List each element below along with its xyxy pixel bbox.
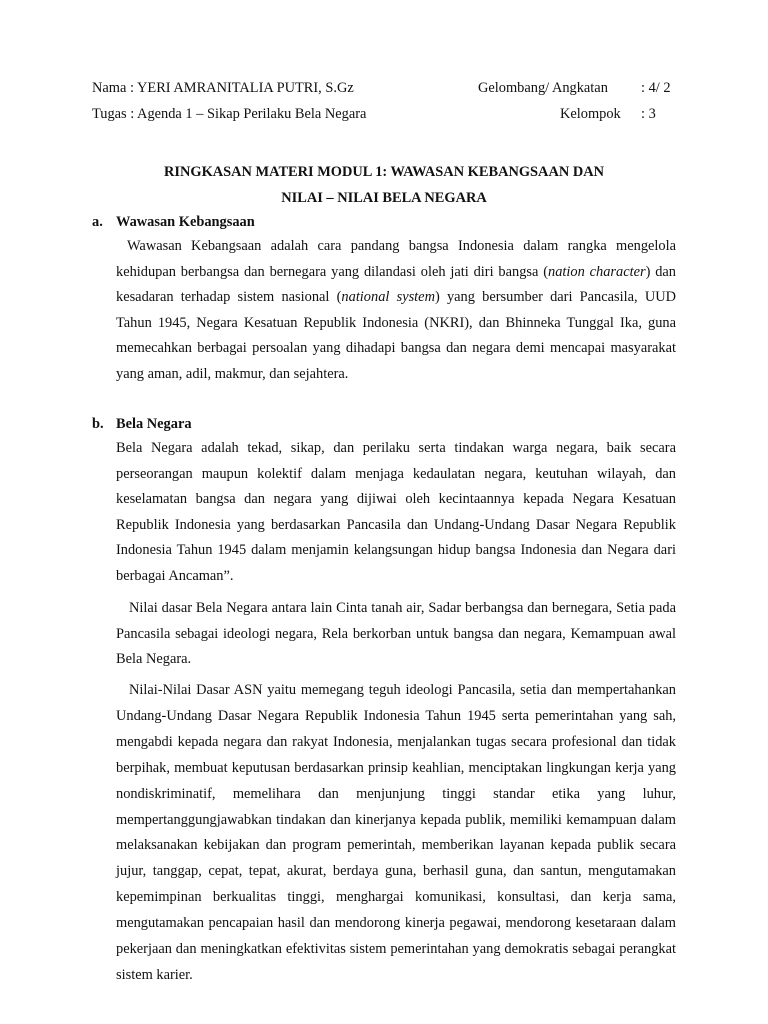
batch-label: Gelombang/ Angkatan [478,80,608,96]
italic-national-system: national system [341,289,435,306]
section-b-title: Bela Negara [116,416,192,432]
section-b-paragraph-1: Bela Negara adalah tekad, sikap, dan perilaku serta tindakan warga negara, baik secara perseorangan maupun kolektif dalam menjaga kedaulatan negara, keutuhan wilayah, dan keselamatan bangsa dan negara yang dijiwai oleh kecintaannya kepada Negara Kesatuan Republik Indonesia yang berdasarkan Pancasila dan Undang-Undang Dasar Negara Republik Indonesia Tahun 1945 dalam menjamin kelangsungan hidup bangsa Indonesia dan Negara dari berbagai Ancaman”. [116,440,676,584]
section-b-paragraph-3: Nilai-Nilai Dasar ASN yaitu memegang teguh ideologi Pancasila, setia dan mempertahankan Undang-Undang Dasar Negara Republik Indonesia Tahun 1945 serta pemerintahan yang sah, mengabdi kepada negara dan rakyat Indonesia, menjalankan tugas secara profesional dan tidak berpihak, membuat keputusan berdasarkan prinsip keahlian, menciptakan lingkungan kerja yang nondiskriminatif, memelihara dan menjunjung tinggi standar etika yang luhur, mempertanggungjawabkan tindakan dan kinerjanya kepada publik, memiliki kemampuan dalam melaksanakan kebijakan dan program pemerintah, memberikan layanan kepada publik secara jujur, tanggap, cepat, tepat, akurat, berdaya guna, berhasil guna, dan santun, mengutamakan kepemimpinan berkualitas tinggi, menghargai komunikasi, konsultasi, dan kerja sama, mengutamakan pencapaian hasil dan mendorong kinerja pegawai, mendorong kesetaraan dalam pekerjaan dan meningkatkan efektivitas sistem pemerintahan yang demokratis sebagai perangkat sistem karier. [116,682,676,983]
document-title-line1: RINGKASAN MATERI MODUL 1: WAWASAN KEBANGSAAN DAN [163,164,605,180]
batch-value: : 4/ 2 [641,80,671,96]
section-b-paragraph-2: Nilai dasar Bela Negara antara lain Cinta tanah air, Sadar berbangsa dan bernegara, Setia pada Pancasila sebagai ideologi negara, Rela berkorban untuk bangsa dan negara, Kemampuan awal Bela Negara. [116,600,676,668]
document-title-line2: NILAI – NILAI BELA NEGARA [281,190,487,206]
section-b-letter: b. [92,416,104,432]
section-a-heading [92,210,255,234]
header-row-task [92,102,692,126]
section-a-letter: a. [92,214,103,230]
header-row-name [92,76,692,100]
italic-nation-character: nation character [548,263,646,280]
group-value: : 3 [641,106,656,122]
section-a-title: Wawasan Kebangsaan [116,214,255,230]
section-a-paragraph: Wawasan Kebangsaan adalah cara pandang bangsa Indonesia dalam rangka mengelola kehidupan berbangsa dan bernegara yang dilandasi oleh jati diri bangsa (nation character) dan kesadaran terhadap sistem nasional (national system) yang bersumber dari Pancasila, UUD Tahun 1945, Negara Kesatuan Republik Indonesia (NKRI), dan Bhinneka Tunggal Ika, guna memecahkan berbagai persoalan yang dihadapi bangsa dan negara demi mencapai masyarakat yang aman, adil, makmur, dan sejahtera. [116,238,677,382]
name-label: Nama : YERI AMRANITALIA PUTRI, S.Gz [92,80,354,96]
group-label: Kelompok [560,106,621,122]
section-b-heading [92,412,192,436]
task-label: Tugas : Agenda 1 – Sikap Perilaku Bela Negara [92,106,367,122]
